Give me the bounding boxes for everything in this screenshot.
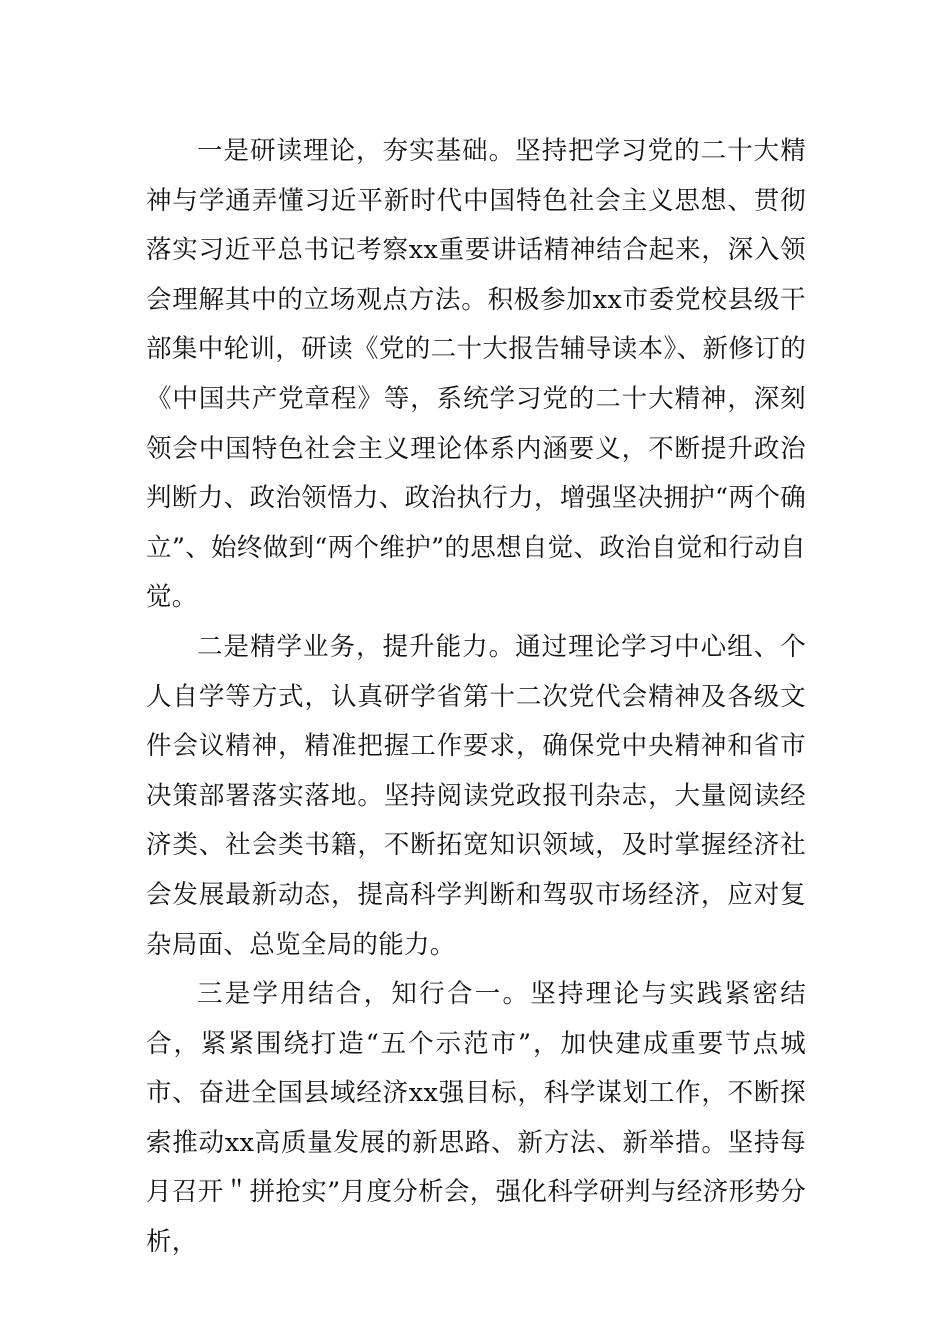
paragraph-combine-learning-practice: 三是学用结合，知行合一。坚持理论与实践紧密结合，紧紧围绕打造“五个示范市”，加快建成重要节点城市、奋进全国县域经济xx强目标，科学谋划工作，不断探索推动xx高质量发展的新思路、新方法、新举措。坚持每月召开＂拼抢实”月度分析会，强化科学研判与经济形势分析， <box>146 979 806 1258</box>
paragraph-study-theory: 一是研读理论，夯实基础。坚持把学习党的二十大精神与学通弄懂习近平新时代中国特色社会主义思想、贯彻落实习近平总书记考察xx重要讲话精神结合起来，深入领会理解其中的立场观点方法。积极参加xx市委党校县级干部集中轮训，研读《党的二十大报告辅导读本》、新修订的《中国共产党章程》等，系统学习党的二十大精神，深刻领会中国特色社会主义理论体系内涵要义，不断提升政治判断力、政治领悟力、政治执行力，增强坚决拥护“两个确立”、始终做到“两个维护”的思想自觉、政治自觉和行动自觉。 <box>146 136 806 613</box>
paragraph-study-business: 二是精学业务，提升能力。通过理论学习中心组、个人自学等方式，认真研学省第十二次党代会精神及各级文件会议精神，精准把握工作要求，确保党中央精神和省市决策部署落实落地。坚持阅读党政报刊杂志，大量阅读经济类、社会类书籍，不断拓宽知识领域，及时掌握经济社会发展最新动态，提高科学判断和驾驭市场经济，应对复杂局面、总览全局的能力。 <box>146 631 806 960</box>
document-body <box>146 127 806 1268</box>
